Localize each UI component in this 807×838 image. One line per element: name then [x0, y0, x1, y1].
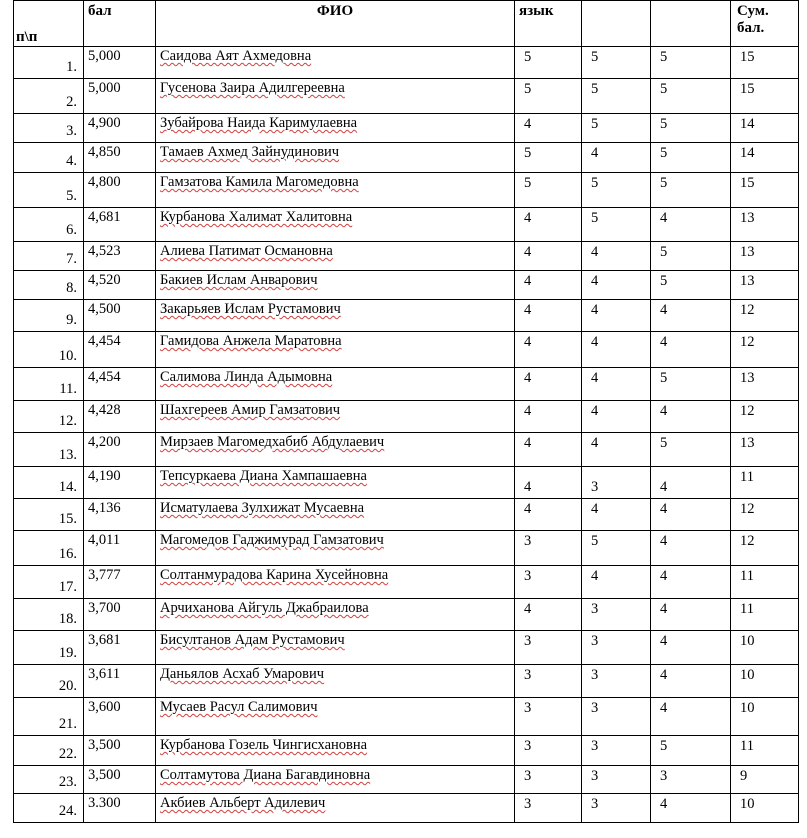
row-number: 21. — [14, 698, 84, 736]
row-col6: 5 — [651, 736, 731, 766]
row-name-text: Тамаев Ахмед Зайнудинович — [160, 144, 340, 160]
row-col6: 5 — [651, 368, 731, 401]
results-table — [13, 0, 799, 823]
row-language: 4 — [515, 242, 582, 271]
row-language: 5 — [515, 143, 582, 173]
table-row — [14, 766, 799, 794]
row-language: 4 — [515, 467, 582, 499]
table-row — [14, 599, 799, 631]
row-col6: 5 — [651, 271, 731, 300]
row-language: 3 — [515, 566, 582, 599]
row-name-text: Тепсуркаева Диана Хампашаевна — [160, 468, 367, 484]
row-col5: 3 — [582, 766, 651, 794]
row-col5: 4 — [582, 566, 651, 599]
row-language: 4 — [515, 208, 582, 242]
row-language: 4 — [515, 114, 582, 143]
row-col6: 4 — [651, 208, 731, 242]
row-name — [156, 208, 515, 242]
row-name — [156, 433, 515, 467]
row-sum: 12 — [731, 332, 799, 368]
table-row — [14, 332, 799, 368]
row-col5: 5 — [582, 79, 651, 114]
row-name-text: Солтамутова Диана Багавдиновна — [160, 767, 371, 783]
row-score: 4,136 — [84, 499, 156, 531]
row-number: 19. — [14, 631, 84, 665]
row-col5: 4 — [582, 143, 651, 173]
row-sum: 10 — [731, 794, 799, 823]
row-name — [156, 79, 515, 114]
table-row — [14, 143, 799, 173]
row-name — [156, 766, 515, 794]
row-name-text: Даньялов Асхаб Умарович — [160, 666, 325, 682]
row-score: 4,900 — [84, 114, 156, 143]
row-col5: 4 — [582, 300, 651, 332]
row-score: 4,011 — [84, 531, 156, 566]
row-name-text: Мирзаев Магомедхабиб Абдулаевич — [160, 434, 385, 450]
header-name: ФИО — [156, 1, 515, 47]
row-language: 5 — [515, 79, 582, 114]
row-sum: 10 — [731, 631, 799, 665]
table-row — [14, 499, 799, 531]
row-number: 18. — [14, 599, 84, 631]
row-sum: 12 — [731, 401, 799, 433]
header-col6 — [651, 1, 731, 47]
row-score: 3,777 — [84, 566, 156, 599]
row-sum: 13 — [731, 208, 799, 242]
row-name — [156, 401, 515, 433]
row-number: 16. — [14, 531, 84, 566]
row-score: 5,000 — [84, 79, 156, 114]
row-name-text: Саидова Аят Ахмедовна — [160, 48, 312, 64]
header-score: бал — [84, 1, 156, 47]
row-col5: 4 — [582, 499, 651, 531]
row-col5: 5 — [582, 173, 651, 208]
row-sum: 15 — [731, 47, 799, 79]
row-col6: 4 — [651, 531, 731, 566]
row-sum: 13 — [731, 242, 799, 271]
row-score: 3,500 — [84, 736, 156, 766]
table-row — [14, 698, 799, 736]
table-row — [14, 631, 799, 665]
row-col6: 4 — [651, 300, 731, 332]
row-name-text: Зубайрова Наида Каримулаевна — [160, 115, 358, 131]
row-name — [156, 698, 515, 736]
row-col6: 4 — [651, 566, 731, 599]
row-name — [156, 631, 515, 665]
row-number: 7. — [14, 242, 84, 271]
row-number: 5. — [14, 173, 84, 208]
row-name — [156, 173, 515, 208]
row-col5: 3 — [582, 736, 651, 766]
row-language: 3 — [515, 766, 582, 794]
row-name — [156, 599, 515, 631]
header-row — [14, 1, 799, 47]
row-col6: 5 — [651, 433, 731, 467]
row-name — [156, 736, 515, 766]
row-col6: 4 — [651, 599, 731, 631]
row-sum: 13 — [731, 433, 799, 467]
row-language: 3 — [515, 531, 582, 566]
row-name — [156, 332, 515, 368]
row-col6: 4 — [651, 794, 731, 823]
row-number: 12. — [14, 401, 84, 433]
row-name-text: Мусаев Расул Салимович — [160, 699, 318, 715]
row-number: 1. — [14, 47, 84, 79]
row-score: 4,520 — [84, 271, 156, 300]
table-row — [14, 794, 799, 823]
row-number: 15. — [14, 499, 84, 531]
row-number: 13. — [14, 433, 84, 467]
row-name — [156, 368, 515, 401]
row-score: 4,190 — [84, 467, 156, 499]
row-name — [156, 665, 515, 698]
row-col6: 4 — [651, 332, 731, 368]
row-number: 3. — [14, 114, 84, 143]
row-col5: 5 — [582, 47, 651, 79]
row-sum: 12 — [731, 499, 799, 531]
row-name-text: Гамзатова Камила Магомедовна — [160, 174, 359, 190]
row-col5: 3 — [582, 467, 651, 499]
row-number: 17. — [14, 566, 84, 599]
header-number: п\п — [14, 1, 84, 47]
row-col6: 5 — [651, 47, 731, 79]
row-language: 3 — [515, 698, 582, 736]
row-col6: 4 — [651, 401, 731, 433]
table-row — [14, 242, 799, 271]
row-sum: 9 — [731, 766, 799, 794]
row-sum: 12 — [731, 300, 799, 332]
row-col5: 4 — [582, 332, 651, 368]
row-name-text: Солтанмурадова Карина Хусейновна — [160, 567, 389, 583]
row-col5: 5 — [582, 531, 651, 566]
table-row — [14, 566, 799, 599]
row-name-text: Исматулаева Зулхижат Мусаевна — [160, 500, 365, 516]
row-name — [156, 300, 515, 332]
row-name-text: Салимова Линда Адымовна — [160, 369, 333, 385]
row-number: 24. — [14, 794, 84, 823]
row-number: 20. — [14, 665, 84, 698]
row-sum: 15 — [731, 79, 799, 114]
row-language: 4 — [515, 368, 582, 401]
row-name — [156, 467, 515, 499]
row-col5: 3 — [582, 665, 651, 698]
row-name — [156, 531, 515, 566]
row-score: 4,454 — [84, 332, 156, 368]
row-language: 5 — [515, 47, 582, 79]
row-name — [156, 114, 515, 143]
row-language: 3 — [515, 794, 582, 823]
row-language: 5 — [515, 173, 582, 208]
row-score: 4,850 — [84, 143, 156, 173]
row-language: 4 — [515, 499, 582, 531]
row-col5: 3 — [582, 631, 651, 665]
row-sum: 11 — [731, 736, 799, 766]
row-col5: 4 — [582, 433, 651, 467]
row-name-text: Арчиханова Айгуль Джабраилова — [160, 600, 369, 616]
row-sum: 10 — [731, 665, 799, 698]
table-row — [14, 173, 799, 208]
row-sum: 12 — [731, 531, 799, 566]
row-sum: 11 — [731, 599, 799, 631]
row-language: 4 — [515, 332, 582, 368]
row-sum: 10 — [731, 698, 799, 736]
row-name-text: Бакиев Ислам Анварович — [160, 272, 318, 288]
row-col6: 5 — [651, 143, 731, 173]
row-name — [156, 794, 515, 823]
row-language: 4 — [515, 271, 582, 300]
table-row — [14, 368, 799, 401]
row-sum: 14 — [731, 114, 799, 143]
table-row — [14, 114, 799, 143]
row-number: 23. — [14, 766, 84, 794]
table-row — [14, 736, 799, 766]
row-score: 4,681 — [84, 208, 156, 242]
row-col6: 4 — [651, 631, 731, 665]
row-language: 4 — [515, 433, 582, 467]
table-row — [14, 300, 799, 332]
row-language: 4 — [515, 300, 582, 332]
row-number: 10. — [14, 332, 84, 368]
row-score: 3,611 — [84, 665, 156, 698]
row-number: 8. — [14, 271, 84, 300]
row-col5: 4 — [582, 242, 651, 271]
header-sum: Сум. бал. — [731, 1, 799, 47]
row-sum: 11 — [731, 566, 799, 599]
row-name-text: Акбиев Альберт Адилевич — [160, 795, 326, 811]
table-row — [14, 401, 799, 433]
row-col6: 5 — [651, 173, 731, 208]
header-language: язык — [515, 1, 582, 47]
row-name-text: Гамидова Анжела Маратовна — [160, 333, 342, 349]
row-sum: 15 — [731, 173, 799, 208]
row-col5: 3 — [582, 794, 651, 823]
row-col6: 4 — [651, 499, 731, 531]
row-sum: 13 — [731, 271, 799, 300]
row-language: 4 — [515, 599, 582, 631]
row-language: 3 — [515, 736, 582, 766]
row-col5: 4 — [582, 271, 651, 300]
table-row — [14, 47, 799, 79]
row-language: 4 — [515, 401, 582, 433]
row-name-text: Курбанова Халимат Халитовна — [160, 209, 353, 225]
row-name — [156, 271, 515, 300]
row-score: 4,523 — [84, 242, 156, 271]
row-col6: 4 — [651, 665, 731, 698]
table-row — [14, 665, 799, 698]
row-name — [156, 499, 515, 531]
row-score: 4,454 — [84, 368, 156, 401]
row-score: 3,681 — [84, 631, 156, 665]
row-score: 4,200 — [84, 433, 156, 467]
row-name-text: Бисултанов Адам Рустамович — [160, 632, 345, 648]
row-name-text: Алиева Патимат Османовна — [160, 243, 333, 259]
table-row — [14, 271, 799, 300]
header-col5 — [582, 1, 651, 47]
row-number: 2. — [14, 79, 84, 114]
row-col6: 5 — [651, 114, 731, 143]
row-col6: 4 — [651, 698, 731, 736]
row-language: 3 — [515, 665, 582, 698]
row-col6: 4 — [651, 467, 731, 499]
results-table-container — [13, 0, 799, 823]
table-row — [14, 79, 799, 114]
row-number: 4. — [14, 143, 84, 173]
row-col6: 5 — [651, 242, 731, 271]
row-score: 4,500 — [84, 300, 156, 332]
row-number: 6. — [14, 208, 84, 242]
row-col5: 5 — [582, 114, 651, 143]
row-name-text: Курбанова Гозель Чингисхановна — [160, 737, 368, 753]
row-number: 9. — [14, 300, 84, 332]
row-sum: 14 — [731, 143, 799, 173]
table-row — [14, 531, 799, 566]
table-row — [14, 467, 799, 499]
row-name-text: Магомедов Гаджимурад Гамзатович — [160, 532, 384, 548]
row-col5: 4 — [582, 368, 651, 401]
row-name-text: Шахгереев Амир Гамзатович — [160, 402, 341, 418]
row-number: 14. — [14, 467, 84, 499]
row-score: 3.300 — [84, 794, 156, 823]
row-number: 22. — [14, 736, 84, 766]
row-sum: 13 — [731, 368, 799, 401]
row-name — [156, 566, 515, 599]
row-col5: 5 — [582, 208, 651, 242]
row-score: 4,800 — [84, 173, 156, 208]
row-name — [156, 143, 515, 173]
row-col5: 3 — [582, 599, 651, 631]
table-row — [14, 433, 799, 467]
row-language: 3 — [515, 631, 582, 665]
row-score: 3,700 — [84, 599, 156, 631]
row-number: 11. — [14, 368, 84, 401]
row-score: 4,428 — [84, 401, 156, 433]
row-name — [156, 47, 515, 79]
row-col6: 5 — [651, 79, 731, 114]
row-score: 5,000 — [84, 47, 156, 79]
row-sum: 11 — [731, 467, 799, 499]
row-col5: 4 — [582, 401, 651, 433]
row-name-text: Гусенова Заира Адилгереевна — [160, 80, 345, 96]
row-name-text: Закарьяев Ислам Рустамович — [160, 301, 341, 317]
row-score: 3,600 — [84, 698, 156, 736]
table-row — [14, 208, 799, 242]
row-col6: 3 — [651, 766, 731, 794]
row-name — [156, 242, 515, 271]
row-score: 3,500 — [84, 766, 156, 794]
row-col5: 3 — [582, 698, 651, 736]
